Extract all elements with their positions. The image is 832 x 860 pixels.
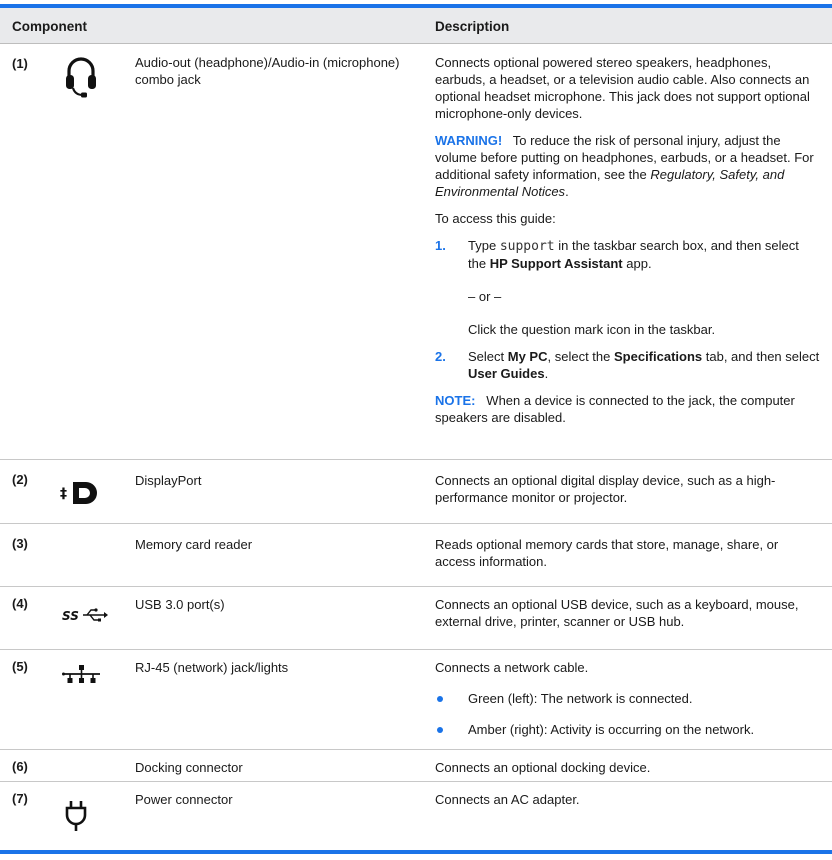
- component-name: Audio-out (headphone)/Audio-in (microphone) combo jack: [135, 55, 400, 87]
- warning-end: .: [565, 184, 569, 199]
- component-name: DisplayPort: [135, 473, 202, 488]
- power-plug-icon: [64, 800, 88, 835]
- warning-text: To reduce the risk of personal injury, adjust the volume before putting on headphones, earbuds, or a headset. For additional safety information, see the: [435, 133, 814, 182]
- alt-text: Click the question mark icon in the taskbar.: [468, 322, 716, 337]
- component-name: Memory card reader: [135, 537, 253, 552]
- step-text: .: [544, 366, 549, 381]
- bullet-text: Green (left): The network is connected.: [468, 691, 693, 706]
- component-description: [435, 659, 820, 738]
- list-item: [435, 721, 820, 738]
- component-number: (3): [12, 536, 28, 551]
- note-block: [435, 392, 820, 426]
- component-number: (1): [12, 56, 28, 71]
- displayport-icon: [60, 480, 108, 509]
- table-row: [0, 750, 832, 782]
- specifications-label: Specifications: [614, 349, 703, 364]
- component-number: (7): [12, 791, 28, 806]
- step-number: 2.: [435, 349, 446, 364]
- table-bottom-rule: [0, 850, 832, 854]
- list-item: [435, 690, 820, 707]
- component-description: Connects an optional USB device, such as a keyboard, mouse, external drive, printer, scanner or USB hub.: [435, 597, 799, 629]
- component-description: Connects an AC adapter.: [435, 792, 580, 807]
- alternative-step: [435, 321, 820, 338]
- bullet-dot: [437, 727, 443, 733]
- search-term: support: [499, 239, 555, 254]
- app-name: HP Support Assistant: [489, 256, 623, 271]
- table-row: [0, 44, 832, 460]
- warning-doc-title: Regulatory, Safety, and Environmental Notices: [435, 167, 785, 199]
- table-row: [0, 650, 832, 750]
- usb-icon-text: SS: [62, 609, 79, 623]
- description-text: Connects optional powered stereo speakers, headphones, earbuds, a headset, or a television audio cable. Also connects an optional headset microphone. This jack does not support optional microphone-only devices.: [435, 55, 810, 121]
- component-name: Docking connector: [135, 760, 243, 775]
- table-row: [0, 587, 832, 650]
- svg-text:‡: ‡: [60, 486, 67, 502]
- step-text: app.: [626, 256, 652, 271]
- step-text: in the taskbar search box, and then select the: [468, 238, 799, 271]
- step-text: , select the: [547, 349, 611, 364]
- note-label: NOTE:: [435, 393, 476, 408]
- component-name: USB 3.0 port(s): [135, 597, 225, 612]
- component-description: [435, 54, 820, 426]
- or-separator: [435, 288, 820, 305]
- component-description: Reads optional memory cards that store, manage, share, or access information.: [435, 537, 779, 569]
- component-name: Power connector: [135, 792, 233, 807]
- step-number: 1.: [435, 238, 446, 253]
- headphone-mic-icon: [64, 54, 98, 101]
- note-text: When a device is connected to the jack, the computer speakers are disabled.: [435, 393, 795, 425]
- table-row: [0, 782, 832, 848]
- bullet-text: Amber (right): Activity is occurring on the network.: [468, 722, 755, 737]
- step-text: Select: [468, 349, 505, 364]
- step-2: [435, 348, 820, 382]
- table-header: [0, 8, 832, 44]
- table-row: [0, 524, 832, 587]
- warning-label: WARNING!: [435, 133, 503, 148]
- usb-superspeed-icon: [62, 607, 108, 626]
- access-guide-text: To access this guide:: [435, 211, 556, 226]
- header-component: Component: [12, 19, 87, 34]
- component-description: Connects an optional docking device.: [435, 760, 651, 775]
- component-number: (2): [12, 472, 28, 487]
- warning-block: [435, 132, 820, 200]
- user-guides-label: User Guides: [468, 366, 545, 381]
- bullet-dot: [437, 696, 443, 702]
- description-text: Connects a network cable.: [435, 660, 589, 675]
- network-icon: [62, 662, 104, 689]
- step-text: tab, and then select: [705, 349, 820, 364]
- component-number: (4): [12, 596, 28, 611]
- header-description: Description: [435, 19, 510, 34]
- my-pc-label: My PC: [507, 349, 548, 364]
- step-1: [435, 237, 820, 272]
- component-name: RJ-45 (network) jack/lights: [135, 660, 289, 675]
- or-text: – or –: [468, 289, 502, 304]
- component-number: (6): [12, 759, 28, 774]
- component-number: (5): [12, 659, 28, 674]
- table-row: [0, 460, 832, 524]
- step-text: Type: [468, 238, 497, 253]
- component-description: Connects an optional digital display device, such as a high-performance monitor or projector.: [435, 473, 776, 505]
